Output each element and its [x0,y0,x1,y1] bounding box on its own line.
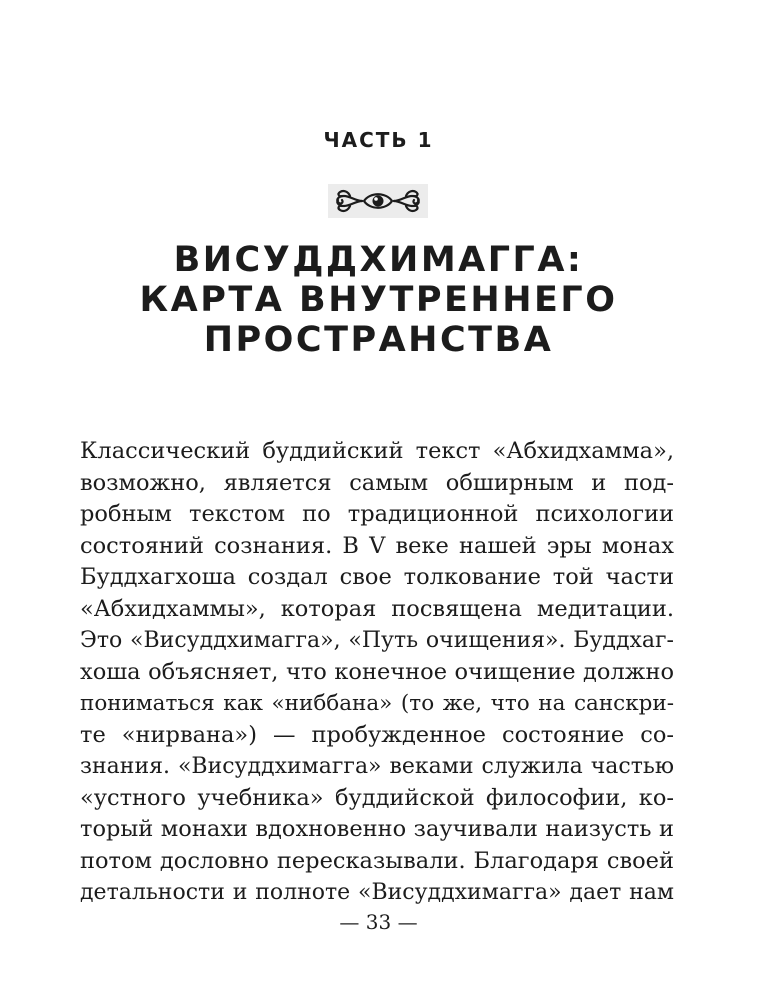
page-number: — 33 — [339,910,418,934]
text-line: потом дословно пересказывали. Благодаря своей [80,847,674,874]
title-line: ВИСУДДХИМАГГА: [173,240,584,280]
text-line: те «нирвана») — пробужденное состояние со- [80,721,674,748]
text-line: Буддхагхоша создал свое толкование той части [80,564,674,590]
text-line: детальности и полноте «Висуддхимагга» дает нам [80,880,674,905]
text-line: робным текстом по традиционной психологии [80,501,674,527]
text-line: возможно, является самым обширным и под- [80,469,674,496]
body-paragraph [80,436,674,909]
title-line: ПРОСТРАНСТВА [203,320,554,360]
text-line: пониматься как «ниббана» (то же, что на санскри- [80,691,674,716]
text-line: «Абхидхаммы», которая посвящена медитации. [80,595,674,622]
eye-ornament-icon [328,184,428,218]
text-line: Это «Висуддхимагга», «Путь очищения». Буддхаг- [80,628,674,653]
text-line: Классический буддийский текст «Абхидхамма», [80,438,674,464]
part-label: ЧАСТЬ 1 [323,128,434,152]
title-line: КАРТА ВНУТРЕННЕГО [139,280,618,320]
chapter-title [0,240,757,360]
text-line: состояний сознания. В V веке нашей эры монах [80,532,674,559]
text-line: торый монахи вдохновенно заучивали наизусть и [80,816,674,842]
text-line: «устного учебника» буддийской философии, ко- [80,784,674,811]
text-line: хоша объясняет, что конечное очищение должно [80,658,674,685]
text-line: знания. «Висуддхимагга» веками служила частью [80,754,674,779]
